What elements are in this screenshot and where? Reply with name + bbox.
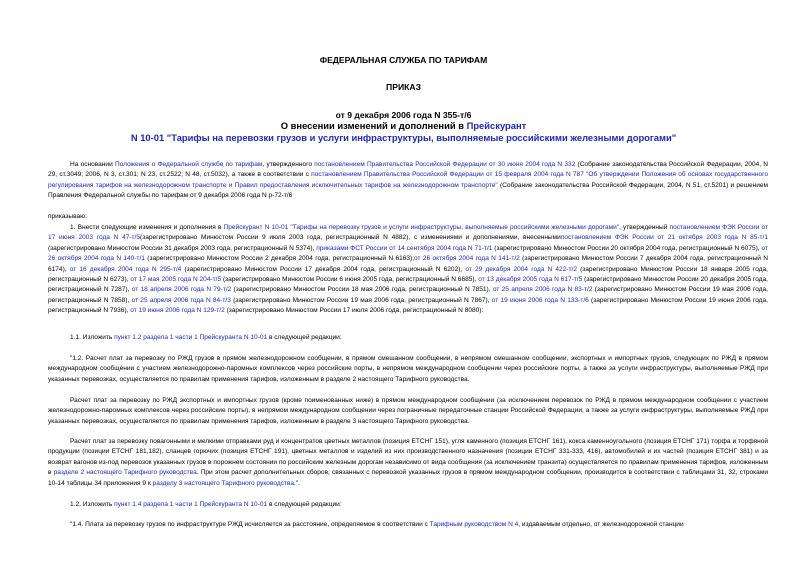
item-1-2-text: в следующей редакции: [267, 501, 342, 508]
item-1-1-text: 1.1. Изложить [70, 334, 115, 341]
preamble-link[interactable]: "Об утверждении Положения об основах государственного регулирования тарифов на железнодорожном транспорте и Правил предоставления исключительных тарифов на железнодорожном транспорте" [48, 171, 768, 189]
item-1-link[interactable]: Прейскурант N 10-01 "Тарифы на перевозку грузов и услуги инфраструктуры, выполняемые российскими железными дорогами" [223, 224, 620, 231]
item-1-link[interactable]: от 26 октября 2004 года N 141-т/2 [414, 255, 520, 263]
preamble-text: , утвержденного [262, 161, 315, 168]
title-pricelist-name-link[interactable]: N 10-01 "Тарифы на перевозки грузов и услуги инфраструктуры, выполняемые российскими железными дорогами" [130, 132, 677, 143]
order-word-text: приказываю: [48, 213, 87, 220]
item-1-1-text: в следующей редакции: [267, 334, 342, 341]
item-1-text: (зарегистрировано Минюстом России 18 января 2005 года, регистрационный N 6273), [48, 265, 768, 284]
item-1-link[interactable]: от 25 апреля 2006 года N 83-т/2 [492, 286, 593, 294]
ore-rates-paragraph [48, 437, 768, 489]
preamble-link[interactable]: постановлением Правительства Российской Федерации от 30 июня 2004 года N 332 [314, 161, 576, 168]
item-1-text: (зарегистрировано Минюстом России 2 декабря 2004 года, регистрационный N 6163); [144, 255, 415, 263]
item-1-text: , утвержденный [619, 224, 670, 231]
item-1-text: (зарегистрировано Минюстом России 31 декабря 2003 года, регистрационный N 5374), [48, 244, 317, 252]
item-1-link[interactable]: от 17 мая 2005 года N 204-т/5 [130, 276, 222, 284]
preamble-link[interactable]: постановлением Правительства Российской Федерации от 15 февраля 2004 года N 787 [311, 171, 584, 179]
preamble-paragraph [48, 160, 768, 202]
item-1-text: (зарегистрировано Минюстом России 18 мая 2006 года, регистрационный N 7851), [231, 286, 493, 294]
date-number-heading: от 9 декабря 2006 года N 355-т/6 [335, 110, 472, 120]
item-1-text: (зарегистрировано Минюстом России 17 декабря 2004 года, регистрационный N 6202), [181, 265, 466, 273]
item-1-link[interactable]: от 25 апреля 2006 года N 84-т/3 [131, 296, 231, 304]
item-1-text: (зарегистрировано Минюстом России 20 октября 2004 года, регистрационный N 6075), [492, 244, 762, 252]
item-1-2-link[interactable]: пункт 1.4 раздела 1 части 1 Прейскуранта N 10-01 [114, 501, 268, 508]
item-1-text: (зарегистрировано Минюстом России 19 мая 2006 года, регистрационный N 7858), [48, 286, 768, 304]
preamble-link[interactable]: Положения о Федеральной службе по тарифам [114, 161, 263, 168]
doc-type-heading: ПРИКАЗ [386, 82, 421, 92]
title-pricelist-link[interactable]: Прейскурант [466, 120, 527, 131]
item-1-link[interactable]: приказами ФСТ России от 14 сентября 2004 года N 71-т/1 [316, 244, 493, 252]
quote-1-4-text: "1.4. Плата за перевозку грузов по инфраструктуре РЖД исчисляется за расстояние, определяемое в соответствии с [70, 521, 430, 528]
item-1-link[interactable]: от 18 апреля 2006 года N 79-т/2 [131, 286, 232, 294]
item-1-text: (зарегистрировано Минюстом России 6 июня 2005 года, регистрационный N 6685), [221, 276, 479, 284]
quote-1-4-text: , издаваемым отдельно, от железнодорожной станции [518, 521, 684, 528]
item-1-link[interactable]: от 19 июня 2006 года N 133-т/6 [491, 296, 589, 304]
preamble-text: На основании [70, 161, 115, 168]
item-1-link[interactable]: от 16 декабря 2004 года N 295-т/4 [69, 265, 182, 273]
agency-heading: ФЕДЕРАЛЬНАЯ СЛУЖБА ПО ТАРИФАМ [319, 55, 488, 65]
para-export-text: Расчет плат за перевозку по РЖД экспортных и импортных грузов (кроме поименованных ниже) в прямом международном сообщении (за исключением перевозок по РЖД в прямом международном сообщении с участием железнодорожно-паромных комплексов через российские порты), в непрямом международном сообщении через пограничные передаточные станции Российской Федерации, а также за услуги инфраструктуры, выполняемые РЖД при указанных перевозках, осуществляется по правилам применения тарифов, изложенным в разделе 3 настоящего Тарифного руководства. [48, 397, 768, 425]
item-1-link[interactable]: от 29 декабря 2004 года N 422-т/2 [465, 265, 577, 273]
preamble-text: (Собрание законодательства Российской Федерации, 2004, N 29, ст.3049; 2006, N 3, ст.301; N 23, ст.2522; N 48, ст.5032), а также в соответствии с [48, 161, 768, 179]
export-rates-paragraph [48, 396, 768, 427]
item-1-link[interactable]: от 19 июня 2006 года N 129-т/2 [130, 307, 225, 315]
quote-1-4-link[interactable]: Тарифным руководством N 4 [429, 521, 519, 528]
item-1-1-link[interactable]: пункт 1.2 раздела 1 части 1 Прейскуранта N 10-01 [114, 334, 268, 341]
document-title-line-2 [0, 132, 807, 144]
para-ore-link[interactable]: разделе 2 настоящего Тарифного руководства [53, 469, 197, 477]
item-1-link[interactable]: постановлением ФЭК России от 17 июня 2003 года N 47-т/5 [48, 224, 768, 242]
preamble-text: (Собрание законодательства Российской Федерации, 2004, N 51, ст.5201) и решением Правления Федеральной службы по тарифам от 9 декабря 2006 года N р-72-т/6 [48, 181, 768, 200]
item-1-text: (зарегистрировано Минюстом России 19 мая 2006 года, регистрационный N 7867), [230, 296, 492, 304]
item-1-text: (зарегистрировано Минюстом России 20 декабря 2005 года, регистрационный N 7287), [48, 276, 768, 294]
item-1-text: (зарегистрировано Минюстом России 7 декабря 2004 года, регистрационный N 6174), [48, 255, 768, 273]
item-1-2-paragraph [48, 500, 768, 510]
item-1-link[interactable]: постановлением ФЭК России от 21 октября 2003 года N 85-т/1 [560, 234, 768, 242]
item-1-link[interactable]: от 13 декабря 2005 года N 617-т/5 [478, 276, 583, 284]
quote-1-2-text: "1.2. Расчет плат за перевозку по РЖД грузов в прямом железнодорожном сообщении, в прямом смешанном сообщении, в непрямом смешанном сообщении, экспортных и импортных грузов, следующих по РЖД в прямом международном сообщении с участием железнодорожно-паромных комплексов через российские порты, в непрямом международном сообщении через российские порты, а также за услуги инфраструктуры, выполняемые РЖД при указанных перевозках, осуществляется по правилам применения тарифов, изложенным в разделе 2 настоящего Тарифного руководства. [48, 355, 768, 383]
para-ore-link[interactable]: разделу 3 настоящего Тарифного руководства [152, 479, 294, 487]
item-1-1-paragraph [48, 333, 768, 343]
item-1-paragraph [48, 223, 768, 317]
item-1-text: (зарегистрировано Минюстом России 19 июня 2006 года, регистрационный N 7936), [48, 296, 768, 315]
title-text: О внесении изменений и дополнений в [280, 120, 467, 131]
para-ore-text: . При этом расчет дополнительных сборов, связанных с перевозкой указанных грузов в прямом международном сообщении, производится в соответствии с таблицами 31, 32, строками 10-14 таблицы 34 приложения 9 к [48, 469, 768, 487]
item-1-2-text: 1.2. Изложить [70, 501, 115, 508]
item-1-text: (зарегистрировано Минюстом России 17 июля 2006 года, регистрационный N 8080): [224, 307, 484, 315]
item-1-text: 1. Внести следующие изменения и дополнения в [70, 224, 224, 231]
item-1-link[interactable]: от 26 октября 2004 года N 140-т/1 [48, 244, 768, 263]
order-word-paragraph [48, 212, 768, 222]
quote-1-4-paragraph [48, 520, 768, 530]
document-title [0, 120, 807, 132]
quote-1-2-paragraph [48, 354, 768, 385]
para-ore-text: Расчет плат за перевозку повагонными и мелкими отправками руд и концентратов цветных металлов (позиция ЕТСНГ 151), угля каменного (позиция ЕТСНГ 161), кокса каменноугольного (позиция ЕТСНГ 171) торфа и торфяной продукции (позиции ЕТСНГ 181,182), сланцев горючих (позиция ЕТСНГ 191), цветных металлов и изделий из них производственного назначения (позиции ЕТСНГ 331-333, 416), автомобилей и их частей (позиция ЕТСНГ 381) и за возврат вагонов из-под перевозок указанных грузов в порожнем состоянии по российским железным дорогам независимо от вида сообщения (за исключением транзита) осуществляется по правилам применения тарифов, изложенным в [48, 438, 768, 477]
item-1-text: (зарегистрировано Минюстом России 9 июля 2003 года, регистрационный N 4882), с изменениями и дополнениями, внесенными [140, 234, 561, 242]
para-ore-text: .". [293, 479, 300, 487]
